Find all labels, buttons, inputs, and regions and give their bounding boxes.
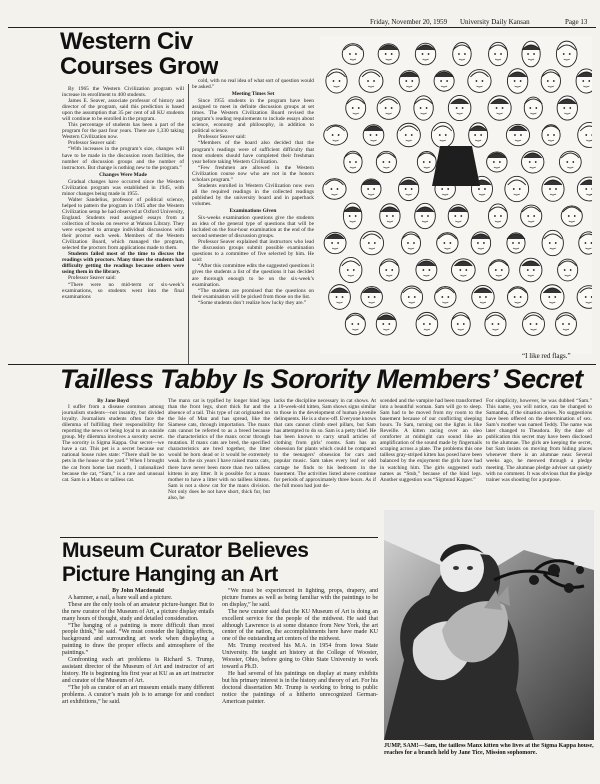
cartoon-eye — [520, 80, 522, 82]
cartoon-eye — [555, 188, 557, 190]
cartoon-eye — [339, 80, 341, 82]
cartoon-eye — [391, 107, 393, 109]
cartoon-face — [379, 259, 399, 281]
kitten-photo-image — [384, 510, 594, 740]
cartoon-eye — [460, 215, 462, 217]
cartoon-eye — [367, 188, 369, 190]
cartoon-eye — [499, 161, 501, 163]
cartoon-face — [437, 233, 458, 254]
cartoon-face — [344, 151, 362, 173]
folio-rule — [8, 27, 596, 28]
cartoon-eye — [391, 269, 393, 271]
cartoon-face — [524, 97, 542, 119]
cartoon-eye — [441, 188, 443, 190]
cartoon-face — [556, 313, 577, 336]
cartoon-eye — [388, 161, 390, 163]
cartoon-eye — [568, 215, 570, 217]
cartoon-eye — [333, 80, 335, 82]
cartoon-eye — [368, 296, 370, 298]
cartoon-face — [401, 286, 423, 308]
cartoon-eye — [428, 269, 430, 271]
cartoon-eye — [454, 215, 456, 217]
cartoon-eye — [485, 296, 487, 298]
cartoon-eye — [337, 242, 339, 244]
cartoon-eye — [422, 269, 424, 271]
tabby-column-3: lacks the discipline necessary in cat shows. At a 10-week-old kitten, Sam shows signs similar to those in the development of human juvenile delinquents. He is a show-off. Everyone knows that cats cannot climb steel pillars, but Sam has attempted to do so. Sam is a petty thief. He has been known to carry small articles of clothing from girls’ rooms. Sam has an obsession for plants which could be compared to the teenagers’ obsession for cars and popular music. Sam takes every leaf or odd cartage he finds to his bedroom in the basement. The activities listed above continue for periods of approximately three hours. As if the full moon had just de- — [274, 398, 376, 489]
cartoon-eye — [585, 188, 587, 190]
cartoon-eye — [498, 323, 500, 325]
cartoon-caption: “I like red flags.” — [522, 352, 571, 360]
cartoon-face — [521, 205, 542, 227]
cartoon-face — [488, 204, 507, 228]
cartoon-eye — [492, 323, 494, 325]
subhead-meeting: Meeting Times Set — [231, 91, 275, 98]
cartoon-eye — [374, 242, 376, 244]
cartoon-eye — [367, 80, 369, 82]
cartoon-eye — [457, 323, 459, 325]
cartoon-face — [376, 151, 396, 172]
cartoon-eye — [563, 107, 565, 109]
cartoon-eye — [423, 323, 425, 325]
cartoon-eye — [405, 188, 407, 190]
cartoon-eye — [427, 215, 429, 217]
cartoon-eye — [464, 53, 466, 55]
cartoon-eye — [465, 269, 467, 271]
cartoon-eye — [568, 323, 570, 325]
cartoon-eye — [484, 188, 486, 190]
cartoon-face — [559, 151, 581, 173]
cartoon-eye — [332, 134, 334, 136]
cartoon-face — [489, 42, 508, 65]
museum-byline: By John Macdonald — [112, 588, 164, 594]
cartoon-eye — [572, 161, 574, 163]
cartoon-face — [323, 179, 346, 199]
cartoon-eye — [496, 107, 498, 109]
cartoon-eye — [500, 215, 502, 217]
cartoon-eye — [352, 107, 354, 109]
cartoon-face — [453, 43, 471, 66]
cartoon-eye — [512, 242, 514, 244]
cartoon-eye — [585, 242, 587, 244]
cartoon-eye — [349, 53, 351, 55]
cartoon-face — [489, 260, 509, 281]
cartoon-eye — [358, 107, 360, 109]
cartoon-eye — [429, 161, 431, 163]
cartoon-eye — [533, 53, 535, 55]
cartoon-eye — [547, 134, 549, 136]
section-rule — [60, 537, 378, 538]
folio-page: Page 13 — [565, 18, 588, 26]
cartoon-eye — [429, 323, 431, 325]
cartoon-face — [468, 70, 491, 93]
cartoon-eye — [553, 80, 555, 82]
cartoon-face — [523, 313, 545, 336]
cartoon-eye — [585, 134, 587, 136]
cartoon-eye — [513, 188, 515, 190]
cartoon-eye — [529, 161, 531, 163]
cartoon-eye — [482, 80, 484, 82]
museum-column-2: “We must be experienced in lighting, props, drapery, and picture frames as well as being familiar with the paintings to be on display,” he said. The new curator said that the KU Museum of Art is doing an excellent service for the people of the midwest. He said that although Lawrence is at some distance from New York, the art center of the nation, the accomplishments here have made KU one of the outstanding art centers of the midwest. Mr. Trump received his M.A. in 1954 from Iowa State University. He taught art history at the College of Wooster, Wooster, Ohio, before going to Ohio State University to work toward a Ph.D. He had several of his paintings on display at many exhibits but his primary interest is in the history and theory of art. For his doctoral dissertation Mr. Trump is working to bring to public notice the paintings of a hitherto unrecognized German-American painter. — [222, 588, 378, 705]
folio-date: Friday, November 20, 1959 — [370, 18, 448, 26]
cartoon-eye — [349, 215, 351, 217]
cartoon-eye — [582, 80, 584, 82]
cartoon-eye — [376, 134, 378, 136]
cartoon-eye — [373, 80, 375, 82]
cartoon-eye — [357, 323, 359, 325]
cartoon-eye — [547, 80, 549, 82]
cartoon-eye — [520, 296, 522, 298]
cartoon-eye — [588, 80, 590, 82]
cartoon-eye — [569, 53, 571, 55]
cartoon-eye — [483, 242, 485, 244]
cartoon-eye — [520, 134, 522, 136]
cartoon-face — [324, 125, 348, 145]
cartoon-face — [485, 312, 506, 335]
subhead-exams: Examinations Given — [229, 207, 277, 214]
cartoon-eye — [519, 188, 521, 190]
cartoon-eye — [527, 53, 529, 55]
cartoon-eye — [331, 188, 333, 190]
cartoon-eye — [459, 269, 461, 271]
cartoon-eye — [562, 323, 564, 325]
cartoon-eye — [441, 296, 443, 298]
cartoon-eye — [514, 296, 516, 298]
section-rule — [8, 364, 596, 365]
cartoon-eye — [514, 134, 516, 136]
cartoon-eye — [500, 53, 502, 55]
tabby-byline: By Jane Boyd — [97, 398, 129, 404]
museum-headline-2: Picture Hanging an Art — [62, 564, 278, 585]
cartoon-eye — [445, 134, 447, 136]
cartoon-eye — [370, 134, 372, 136]
cartoon-eye — [549, 188, 551, 190]
cartoon-eye — [462, 107, 464, 109]
cartoon-eye — [373, 188, 375, 190]
cartoon-eye — [447, 188, 449, 190]
cartoon-eye — [458, 53, 460, 55]
cartoon-face — [342, 44, 363, 65]
cartoon-eye — [527, 215, 529, 217]
cartoon-eye — [331, 242, 333, 244]
cartoon-eye — [480, 134, 482, 136]
cartoon-eye — [426, 107, 428, 109]
cartoon-eye — [564, 269, 566, 271]
cartoon-eye — [347, 269, 349, 271]
cartoon-eye — [349, 161, 351, 163]
cartoon-eye — [446, 80, 448, 82]
tabby-column-1: By Jane Boyd I suffer from a disease common among journalism students—not insanity, but divided loyalty. Journalism students often face the dilemma of fulfilling their responsibility for reporting the news or being loyal to an outside group. My dilemma involves a sorority secret. The sorority is Sigma Kappa. Our secret—we have a cat. This pet is a secret because our national house rules state: “There shall be no pets in the house or the yard.” When I brought the cat from home last month, I rationalized because the cat, “Sam,” is a rare and unusual cat. Sam is a Manx or tailless cat. — [62, 398, 164, 483]
cartoon-eye — [514, 80, 516, 82]
cartoon-face — [346, 97, 366, 120]
cartoon-eye — [447, 296, 449, 298]
cartoon-eye — [342, 296, 344, 298]
cartoon-eye — [563, 53, 565, 55]
cartoon-eye — [355, 215, 357, 217]
cartoon-eye — [422, 53, 424, 55]
cartoon-eye — [337, 188, 339, 190]
cartoon-eye — [501, 269, 503, 271]
tabby-column-5: For simplicity, however, he was dubbed “Sam.” This name, you will notice, can be changed to Samantha, if the situation arises. No suggestions have been offered on the determination of sex. Sam’s mother was named Teddy. The name was later changed to Theadora. By the date of publication this secret may have been disclosed to the alumnae. The girls are keeping the secret, but Sam insists on moving from hiding places whenever there is an alumnae near. Several weeks ago, he meowed through a pledge meeting. The alumnae pledge adviser sat quietly with no comment. It was obvious that the pledge trainer was shouting for a purpose. — [486, 398, 592, 483]
tabby-column-2: The manx cat is typified by longer hind legs than the front legs, short thick fur and the absence of a tail. This type of cat originated on the Isle of Man and has spread, like the Siamese cats, through importation. The manx cats cannot be referred to as a breed because the characteristics of the manx occur through mutation. If manx cats are bred, the specified characteristics are bred together, the litter would be born dead or it would be extremely weak. In the six years I have raised manx cats, there have never been more than two tailless kittens in any litter. It is possible for a manx mother to have a litter with no tailless kittens. Sam is not a show cat for the manx division. Not only does he not have short, thick fur, but also, he — [168, 398, 270, 501]
cartoon-eye — [555, 242, 557, 244]
folio-paper: University Daily Kansan — [460, 18, 530, 26]
cartoon-eye — [479, 296, 481, 298]
kitten-photo — [384, 510, 594, 740]
cartoon-face — [401, 232, 420, 254]
cartoon-eye — [535, 107, 537, 109]
cartoon-eye — [382, 161, 384, 163]
cartoon-hair — [507, 234, 525, 239]
cartoon-eye — [463, 323, 465, 325]
westernciv-column-1: By 1965 the Western Civilization program will increase its enrollment to 400 students. James E. Seaver, associate professor of history and director of the program, said this prediction is based upon the assumption that 35 per cent of all KU students will continue to be enrolled in the program. This percentage of students has been a part of the program for the past four years. There are 1,330 taking Western Civilization now. Professor Seaver said: “With increases in the program’s size, changes will have to be made in the discussion room facilities, the number of discussion groups and the number of instructors. But change is nothing new to the program.” Changes Were Made Gradual changes have occurred since the Western Civilization program was established in 1945, with minor changes being made in 1955. Walter Sandelius, professor of political science, helped to pattern the program in 1945 after the Western Civilization setup he had observed at Oxford University, England. Students read assigned essays from a collection of books on reserve at Watson Library. They were expected to arrange individual discussions with their proctor each week. Members of the Western Civilization Board, which managed the program, selected the proctors from applications made to them. Students failed most of the time to discuss the readings with proctors. Many times the students had difficulty getting the readings because others were using them in the library. Professor Seaver said: “There were no mid-term or six-week’s examinations, so students went into the final examinations — [62, 86, 184, 300]
cartoon-eye — [530, 323, 532, 325]
cartoon-eye — [385, 269, 387, 271]
crowd-cartoon-illustration — [320, 36, 592, 354]
cartoon-eye — [494, 53, 496, 55]
cartoon-eye — [382, 323, 384, 325]
cartoon-eye — [493, 161, 495, 163]
cartoon-eye — [374, 296, 376, 298]
cartoon-face — [558, 259, 578, 281]
cartoon-eye — [420, 107, 422, 109]
cartoon-face — [397, 123, 420, 147]
cartoon-eye — [368, 242, 370, 244]
cartoon-eye — [405, 80, 407, 82]
cartoon-face — [451, 313, 470, 336]
cartoon-eye — [405, 134, 407, 136]
westernciv-headline-1: Western Civ — [60, 30, 193, 54]
cartoon-eye — [353, 269, 355, 271]
cartoon-face — [508, 287, 528, 308]
tabby-column-4: scended and the vampire had been transformed into a beautiful woman. Sam will go to sleep. Sam had to be moved from my room to the basement because of our conflicting sleeping hours. To Sam, turning out the lights is like Reveille. A kitten racing over an oleo comforter at midnight can sound like an amplification of the sound made by fingernails scraping across a plate. The problems this one tailless gray-striped kitten has posed have been balanced by the enjoyment the girls have had in watching him. The girls suggested such names as “Stub,” because of the hind legs. Another suggestion was “Sigmund Kapper.” — [380, 398, 482, 483]
cartoon-eye — [529, 107, 531, 109]
cartoon-eye — [533, 269, 535, 271]
cartoon-eye — [408, 296, 410, 298]
cartoon-eye — [478, 188, 480, 190]
cartoon-eye — [411, 134, 413, 136]
cartoon-eye — [502, 107, 504, 109]
cartoon-eye — [423, 161, 425, 163]
cartoon-eye — [439, 134, 441, 136]
column-divider — [188, 84, 189, 364]
cartoon-eye — [554, 296, 556, 298]
cartoon-eye — [440, 80, 442, 82]
photo-caption-lead: JUMP, SAM! — [384, 743, 419, 749]
cartoon-eye — [336, 296, 338, 298]
cartoon-face — [416, 312, 438, 335]
photo-caption — [384, 743, 594, 779]
cartoon-face — [360, 231, 383, 255]
cartoon-eye — [476, 80, 478, 82]
cartoon-eye — [527, 269, 529, 271]
cartoon-eye — [536, 323, 538, 325]
cartoon-eye — [570, 269, 572, 271]
cartoon-eye — [386, 215, 388, 217]
cartoon-eye — [355, 53, 357, 55]
cartoon-eye — [477, 242, 479, 244]
subhead-changes: Changes Were Made — [99, 171, 147, 178]
cartoon-eye — [535, 161, 537, 163]
cartoon-face — [345, 313, 365, 334]
cartoon-eye — [449, 242, 451, 244]
cartoon-face — [377, 97, 400, 120]
cartoon-eye — [428, 53, 430, 55]
cartoon-eye — [549, 242, 551, 244]
cartoon-eye — [494, 215, 496, 217]
cartoon-eye — [548, 296, 550, 298]
cartoon-eye — [574, 215, 576, 217]
cartoon-eye — [385, 53, 387, 55]
cartoon-eye — [413, 242, 415, 244]
cartoon-eye — [533, 215, 535, 217]
cartoon-face — [541, 70, 560, 93]
museum-column-1: By John Macdonald A hammer, a nail, a bare wall and a picture. These are the only tools of an amateur picture-hanger. But to the new curator of the Museum of Art, a picture display entails many hours of thought, study and detailed consideration. “The hanging of a painting is more difficult than most people think,” he said. “We must consider the lighting effects, background and surrounding art work when displaying a painting to draw the proper effects and atmosphere of the paintings.” Confronting such art problems is Richard S. Trump, assistant director of the Museum of Art and instructor of art history. He is beginning his first year at KU as an art instructor and curator of the Museum of Art. “The job as curator of an art museum entails many different problems. A curator’s main job is to arrange for and conduct art exhibitions,” he said. — [62, 588, 214, 705]
cartoon-eye — [566, 161, 568, 163]
cartoon-eye — [385, 107, 387, 109]
cartoon-central-figure — [432, 146, 480, 186]
cartoon-eye — [456, 107, 458, 109]
cartoon-eye — [495, 269, 497, 271]
cartoon-eye — [411, 80, 413, 82]
museum-headline-1: Museum Curator Believes — [62, 540, 309, 561]
photo-caption-text: —Sam, the tailless Manx kitten who lives at the Sigma Kappa house, reaches for a branch held by Jane Tice, Mission sophomore. — [384, 743, 594, 756]
cartoon-eye — [388, 323, 390, 325]
cartoon-eye — [518, 242, 520, 244]
westernciv-column-2: cold, with no real idea of what sort of question would be asked.” Meeting Times Set Since 1955 students in the program have been assigned to meet in definite discussion groups at set times. The Western Civilization Board revised the program’s reading requirements to include essays about science, economy and philosophy, in addition to political science. Professor Seaver said: “Members of the board also decided that the program’s readings were of sufficient difficulty that most students should have completed their freshman year before taking Western Civilization. “Few freshmen are allowed in the Western Civilization course now who are not in the honors scholars program.” Students enrolled in Western Civilization now own all the required readings in the collected readings published by the university board and in paperback volumes. Examinations Given Six-weeks examination questions give the students an idea of the general type of questions that will be included on the four-hour examination at the end of the second semester of discussion groups. Professor Seaver explained that instructors who lead the discussion groups submit possible examination questions to a committee of five selected by him. He said: “After this committee edits the suggested questions it gives the students a list of the questions it has decided are thorough enough to be on the six-week’s examination. “The students are promised that the questions on their examination will be picked from those on the list. “Some students don’t realize how lucky they are.” — [192, 78, 314, 306]
cartoon-face — [359, 70, 383, 93]
cartoon-eye — [351, 323, 353, 325]
cartoon-eye — [553, 134, 555, 136]
cartoon-eye — [421, 215, 423, 217]
cartoon-eye — [338, 134, 340, 136]
westernciv-headline-2: Courses Grow — [60, 55, 219, 79]
cartoon-face — [561, 206, 582, 226]
cartoon-eye — [391, 53, 393, 55]
cartoon-eye — [474, 134, 476, 136]
cartoon-eye — [411, 188, 413, 190]
cartoon-eye — [585, 296, 587, 298]
cartoon-eye — [569, 107, 571, 109]
cartoon-face — [417, 152, 436, 173]
cartoon-face — [542, 125, 560, 145]
cartoon-eye — [392, 215, 394, 217]
cartoon-eye — [414, 296, 416, 298]
tabby-headline: Tailless Tabby Is Sorority Members’ Secret — [60, 366, 583, 393]
cartoon-face — [435, 287, 456, 308]
crowd-cartoon-drawing — [320, 36, 592, 354]
cartoon-face — [326, 69, 347, 93]
cartoon-eye — [407, 242, 409, 244]
cartoon-eye — [443, 242, 445, 244]
cartoon-eye — [355, 161, 357, 163]
